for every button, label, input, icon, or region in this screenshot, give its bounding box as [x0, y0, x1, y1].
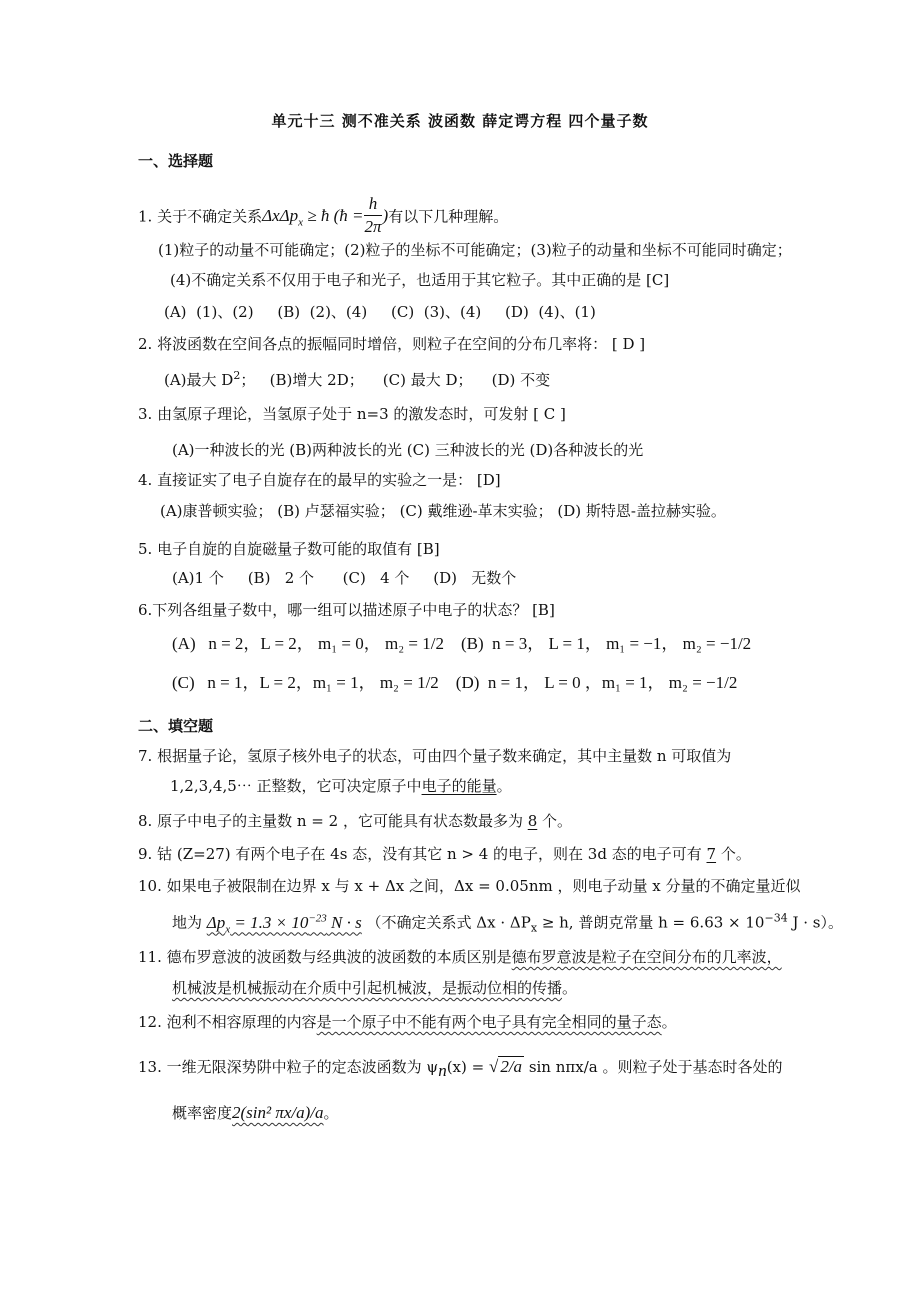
question-10-number: 10.: [138, 877, 162, 895]
question-10-note-c: J · s）。: [787, 913, 843, 932]
question-11-answer-1: 德布罗意波是粒子在空间分布的几率波，: [511, 948, 782, 966]
question-2-number: 2.: [138, 335, 153, 353]
question-13-sqrt-sign: √: [488, 1057, 499, 1076]
question-13-end: 。: [323, 1104, 339, 1122]
question-5-number: 5.: [138, 540, 153, 558]
question-9-answer: 7: [706, 845, 717, 863]
question-11-number: 11.: [138, 948, 162, 966]
formula-fraction: [364, 193, 381, 238]
question-8-answer: 8: [527, 812, 538, 830]
question-11-line-2: [172, 978, 577, 998]
question-12: [138, 1012, 677, 1032]
question-13-psi-sub: n: [438, 1061, 447, 1080]
question-8: [138, 811, 572, 831]
question-5-options: (A)1 个 (B) 2 个 (C) 4 个 (D) 无数个: [172, 569, 517, 587]
question-9-text-a: 钴 (Z=27) 有两个电子在 4s 态，没有其它 n > 4 的电子，则在 3d 态的电子可有: [157, 845, 707, 863]
question-10-line-2: [172, 908, 843, 939]
question-1-stem: [138, 195, 508, 240]
answer-value: = 1.3 × 10: [230, 912, 309, 932]
question-3-stem: [138, 404, 566, 424]
question-10-note-b: ≥ h, 普朗克常量 h = 6.63 × 10: [537, 913, 765, 932]
question-10-note-exp: −34: [764, 911, 788, 925]
question-10-text: 如果电子被限制在边界 x 与 x + Δx 之间，Δx = 0.05nm ，则电子动量 x 分量的不确定量近似: [166, 877, 801, 895]
question-13-line-1: [138, 1056, 782, 1081]
question-7-line-1: [138, 746, 731, 766]
question-10-note-sub: x: [530, 921, 538, 935]
question-5-stem: [138, 539, 440, 559]
option-rest: (B)增大 2D； (C) 最大 D； (D) 不变: [269, 371, 551, 389]
question-7-text: 根据量子论，氢原子核外电子的状态，可由四个量子数来确定，其中主量数 n 可取值为: [157, 747, 732, 765]
question-6-stem: 6.下列各组量子数中，哪一组可以描述原子中电子的状态？ [B]: [138, 601, 555, 619]
question-2-options: [164, 366, 550, 390]
question-9-text-b: 个。: [716, 845, 751, 863]
question-7-text-2b: 。: [496, 777, 512, 795]
question-13-answer: 2(sin² πx/a)/a: [232, 1103, 324, 1122]
question-1-text-a: 关于不确定关系: [157, 207, 263, 226]
question-13-text-2a: 概率密度: [172, 1104, 233, 1122]
formula-geq: ≥ ħ (ħ =: [303, 206, 364, 226]
question-3-options: (A)一种波长的光 (B)两种波长的光 (C) 三种波长的光 (D)各种波长的光: [172, 441, 644, 459]
question-7-text-2a: 1,2,3,4,5⋯ 正整数，它可决定原子中: [170, 777, 422, 795]
question-13-text-c: sin nπx/a 。则粒子处于基态时各处的: [524, 1058, 783, 1076]
question-12-number: 12.: [138, 1013, 162, 1031]
question-10-text-2a: 地为: [172, 913, 207, 932]
question-7-answer: 电子的能量: [421, 777, 497, 795]
option-a-end: ；: [240, 371, 256, 389]
question-11-text: 德布罗意波的波函数与经典波的波函数的本质区别是: [166, 948, 512, 966]
question-11-line-1: [138, 947, 782, 967]
question-2-text: 将波函数在空间各点的振幅同时增倍，则粒子在空间的分布几率将： [ D ]: [157, 335, 646, 353]
question-4-number: 4.: [138, 471, 153, 489]
formula-lhs: ΔxΔp: [262, 206, 299, 226]
question-1-options: (A) (1)、(2) (B) (2)、(4) (C) (3)、(4) (D) (4)、(1): [164, 303, 596, 321]
question-9-number: 9.: [138, 845, 153, 863]
answer-dp: Δp: [206, 912, 226, 932]
question-7-number: 7.: [138, 747, 153, 765]
question-13-text-b: (x) =: [446, 1058, 489, 1076]
question-4-stem: [138, 470, 501, 490]
option-a-sup: 2: [233, 369, 241, 382]
question-4-text: 直接证实了电子自旋存在的最早的实验之一是： [D]: [157, 471, 501, 489]
question-2-stem: [138, 334, 645, 354]
section-heading-choice: 一、选择题: [138, 152, 214, 170]
question-3-number: 3.: [138, 405, 153, 423]
question-13-line-2: [172, 1103, 339, 1123]
page-title: 单元十三 测不准关系 波函数 薛定谔方程 四个量子数: [271, 112, 649, 130]
question-10-answer: [206, 912, 362, 936]
question-8-text-a: 原子中电子的主量数 n = 2 ，它可能具有状态数最多为: [157, 812, 528, 830]
answer-exp: −23: [308, 912, 327, 924]
question-6-options-row-2: (C) n = 1，L = 2，m₁ = 1， m₂ = 1/2 (D) n = 1， L = 0 ，m₁ = 1， m₂ = −1/2: [172, 673, 738, 692]
fraction-denominator: 2π: [364, 217, 382, 236]
question-4-options: (A)康普顿实验； (B) 卢瑟福实验； (C) 戴维逊-革末实验； (D) 斯特恩-盖拉赫实验。: [160, 502, 726, 520]
question-5-text: 电子自旋的自旋磁量子数可能的取值有 [B]: [157, 540, 440, 558]
question-13-text-a: 一维无限深势阱中粒子的定态波函数为 ψ: [166, 1058, 439, 1076]
question-11-answer-2: 机械波是机械振动在介质中引起机械波，是振动位相的传播: [172, 979, 563, 997]
section-heading-fill: 二、填空题: [138, 717, 214, 735]
option-a-text: (A)最大 D: [164, 371, 234, 389]
fraction-numerator: h: [364, 193, 381, 216]
question-10-note-a: （不确定关系式 Δx · ΔP: [361, 913, 531, 932]
question-3-text: 由氢原子理论，当氢原子处于 n=3 的激发态时，可发射 [ C ]: [157, 405, 566, 423]
question-12-text: 泡利不相容原理的内容: [166, 1013, 317, 1031]
question-13-sqrt: 2/a: [500, 1057, 523, 1076]
formula-sub: x: [298, 216, 304, 229]
question-1-text-b: 有以下几种理解。: [388, 207, 509, 226]
question-9: [138, 844, 751, 864]
question-1-line-2: (1)粒子的动量不可能确定；(2)粒子的坐标不可能确定；(3)粒子的动量和坐标不可能同时确定；: [158, 241, 792, 259]
question-12-end: 。: [661, 1013, 677, 1031]
question-8-number: 8.: [138, 812, 153, 830]
question-1-number: 1.: [138, 207, 153, 226]
question-8-text-b: 个。: [537, 812, 573, 830]
question-11-end: 。: [562, 979, 578, 997]
answer-dp-sub: x: [225, 923, 231, 936]
question-12-answer: 是一个原子中不能有两个电子具有完全相同的量子态: [316, 1013, 662, 1031]
question-6-options-row-1: (A) n = 2，L = 2， m₁ = 0， m₂ = 1/2 (B) n = 3， L = 1， m₁ = −1， m₂ = −1/2: [172, 634, 752, 653]
formula-close: ): [382, 206, 389, 226]
question-13-number: 13.: [138, 1058, 162, 1076]
answer-unit: N · s: [326, 912, 362, 932]
question-10-line-1: [138, 876, 800, 896]
question-1-line-3: (4)不确定关系不仅用于电子和光子，也适用于其它粒子。其中正确的是 [C]: [170, 271, 670, 289]
question-7-line-2: [170, 776, 512, 796]
